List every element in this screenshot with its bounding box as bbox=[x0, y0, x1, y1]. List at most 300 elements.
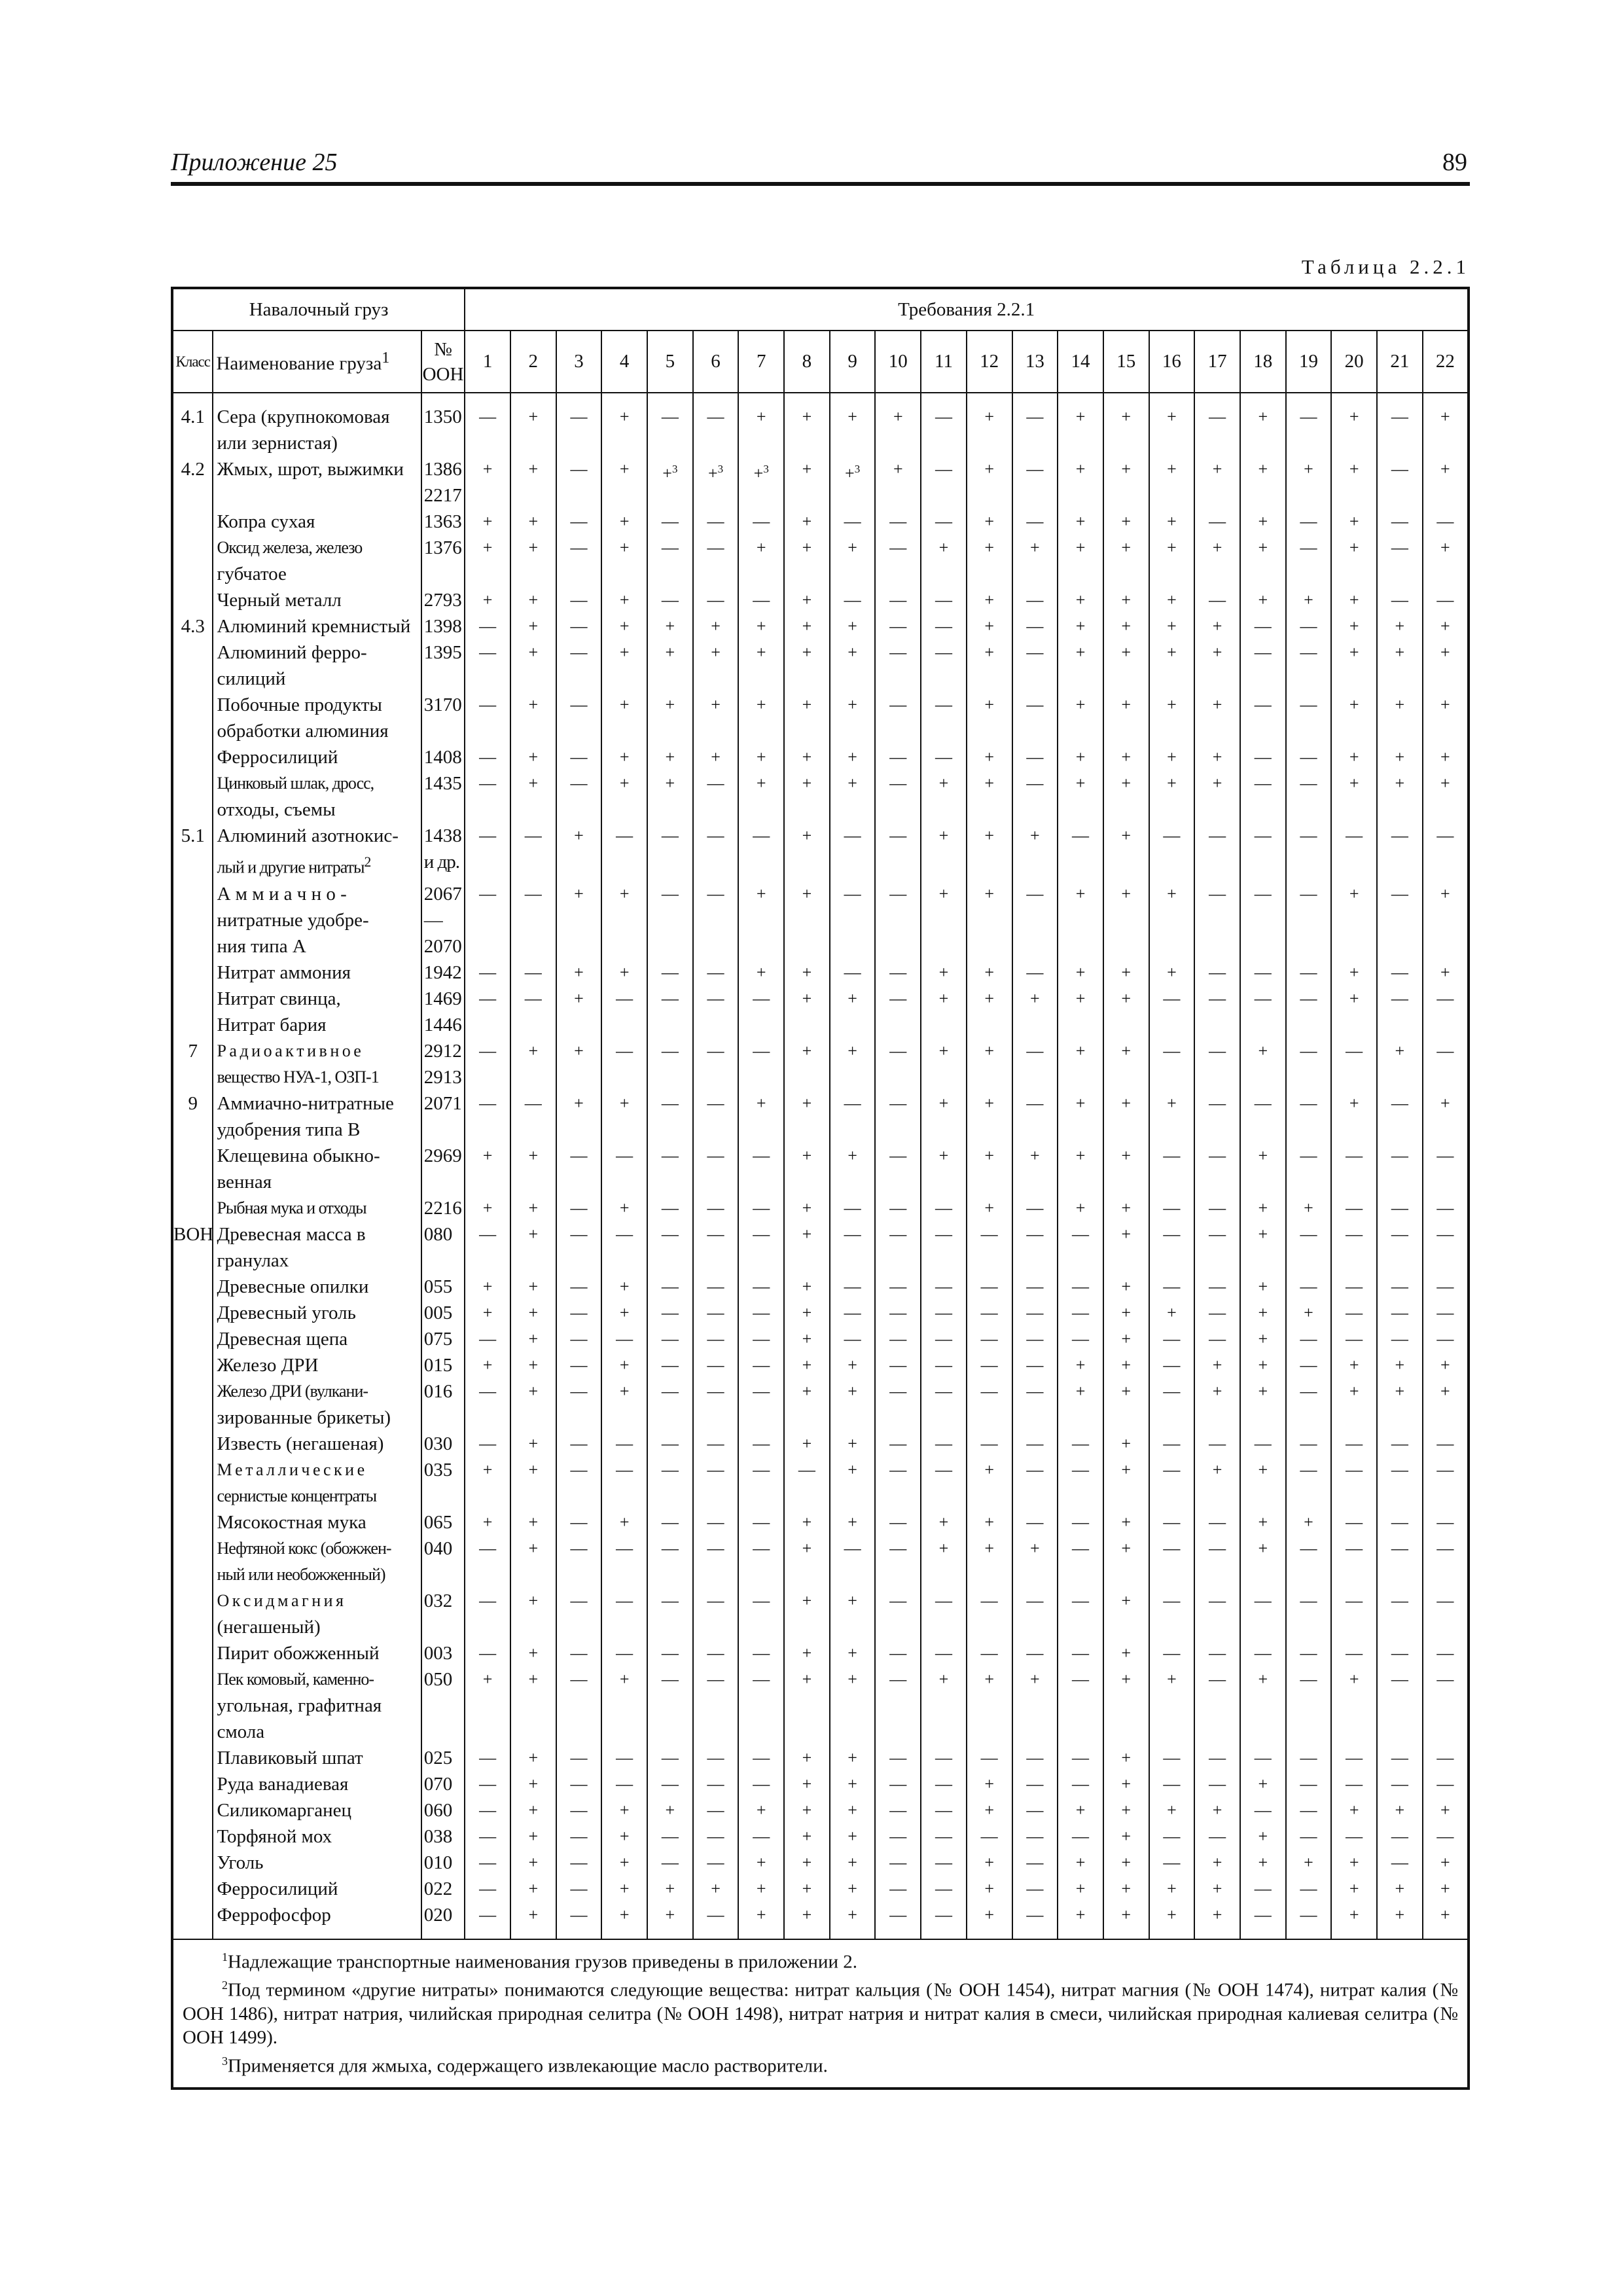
cell-req-13: — bbox=[1012, 1378, 1058, 1431]
cell-req-5: — bbox=[647, 1326, 693, 1352]
cell-req-13: — bbox=[1012, 1352, 1058, 1378]
cell-req-9: + bbox=[830, 1431, 876, 1457]
cell-req-18: + bbox=[1240, 587, 1286, 613]
cell-req-2: + bbox=[510, 1823, 556, 1850]
cell-req-22: + bbox=[1423, 692, 1469, 744]
cell-req-21: + bbox=[1377, 1902, 1423, 1939]
cargo-name-text: Плавиковый шпат bbox=[217, 1747, 363, 1768]
cell-req-17: — bbox=[1194, 1038, 1240, 1090]
cell-req-8: + bbox=[784, 1326, 830, 1352]
cell-req-9: — bbox=[830, 509, 876, 535]
cell-req-22: + bbox=[1423, 1902, 1469, 1939]
cell-req-8: + bbox=[784, 456, 830, 509]
cell-req-3: — bbox=[556, 1274, 602, 1300]
cell-req-7: — bbox=[738, 1221, 784, 1274]
cell-req-17: — bbox=[1194, 986, 1240, 1038]
cell-req-12: + bbox=[967, 587, 1012, 613]
cell-req-1: — bbox=[465, 1745, 510, 1771]
cell-req-13: — bbox=[1012, 1457, 1058, 1509]
cell-req-7: — bbox=[738, 1038, 784, 1090]
cell-req-11: — bbox=[921, 1431, 967, 1457]
cell-req-12: + bbox=[967, 744, 1012, 770]
cargo-name-text: лый и другие нитраты bbox=[217, 857, 365, 877]
cell-req-6: + bbox=[693, 613, 739, 639]
cell-req-19: — bbox=[1286, 1457, 1332, 1509]
cell-req-13: — bbox=[1012, 1326, 1058, 1352]
cell-req-21: + bbox=[1377, 744, 1423, 770]
cell-req-12: + bbox=[967, 1666, 1012, 1745]
cell-req-22: — bbox=[1423, 1823, 1469, 1850]
cell-req-10: — bbox=[875, 1326, 921, 1352]
cell-class: 9 bbox=[172, 1090, 213, 1143]
header-req-8: 8 bbox=[784, 331, 830, 393]
cell-req-9: + bbox=[830, 1823, 876, 1850]
cell-req-10: — bbox=[875, 692, 921, 744]
cell-req-6: — bbox=[693, 1509, 739, 1535]
cell-req-7: — bbox=[738, 1509, 784, 1535]
cargo-name-text: Сера (крупнокомовая bbox=[217, 406, 390, 427]
cell-req-16: — bbox=[1149, 986, 1195, 1038]
cell-req-14: + bbox=[1058, 509, 1103, 535]
cargo-name-text: Побочные продукты bbox=[217, 694, 382, 715]
cell-req-16: + bbox=[1149, 1876, 1195, 1902]
cell-req-21: — bbox=[1377, 1509, 1423, 1535]
cell-req-7: — bbox=[738, 1195, 784, 1221]
cell-req-1: — bbox=[465, 1221, 510, 1274]
un-number-line: 2071 bbox=[423, 1092, 462, 1114]
cell-req-20: + bbox=[1331, 1850, 1377, 1876]
cell-req-7: +$^3$ bbox=[738, 456, 784, 509]
cell-class bbox=[172, 1850, 213, 1876]
cell-un-number bbox=[421, 535, 465, 587]
cell-req-8: + bbox=[784, 1352, 830, 1378]
cell-req-19: + bbox=[1286, 456, 1332, 509]
cell-req-1: + bbox=[465, 1666, 510, 1745]
cell-req-14: + bbox=[1058, 639, 1103, 692]
cell-req-10: — bbox=[875, 1876, 921, 1902]
cell-req-3: — bbox=[556, 1902, 602, 1939]
cell-un-number bbox=[421, 1745, 465, 1771]
cell-req-17: — bbox=[1194, 823, 1240, 881]
cell-class bbox=[172, 1326, 213, 1352]
cell-req-14: + bbox=[1058, 1378, 1103, 1431]
cell-req-11: — bbox=[921, 1876, 967, 1902]
cell-cargo-name bbox=[213, 1143, 421, 1195]
cell-req-2: — bbox=[510, 881, 556, 960]
cargo-name-text: Алюминий кремнистый bbox=[217, 616, 411, 637]
cell-req-8: + bbox=[784, 1797, 830, 1823]
cell-req-11: — bbox=[921, 639, 967, 692]
un-number-line: 2969 bbox=[423, 1145, 462, 1166]
cell-req-11: — bbox=[921, 1300, 967, 1326]
cell-req-13: — bbox=[1012, 1902, 1058, 1939]
cell-req-11: + bbox=[921, 770, 967, 823]
cell-req-6: — bbox=[693, 1640, 739, 1666]
cell-req-4: + bbox=[601, 1274, 647, 1300]
cell-req-10: — bbox=[875, 1640, 921, 1666]
cell-req-13: — bbox=[1012, 1797, 1058, 1823]
cell-req-19: — bbox=[1286, 823, 1332, 881]
cell-req-22: — bbox=[1423, 1195, 1469, 1221]
cell-req-3: + bbox=[556, 881, 602, 960]
cargo-name-line bbox=[217, 1117, 418, 1143]
un-number-line: 1363 bbox=[423, 511, 462, 532]
cell-class bbox=[172, 1902, 213, 1939]
cell-req-21: — bbox=[1377, 509, 1423, 535]
cargo-name-text: Копра сухая bbox=[217, 511, 315, 532]
cell-req-8: + bbox=[784, 1535, 830, 1588]
cell-req-14: + bbox=[1058, 1876, 1103, 1902]
cell-req-21: — bbox=[1377, 1588, 1423, 1640]
cell-req-5: — bbox=[647, 1588, 693, 1640]
cell-req-22: + bbox=[1423, 1850, 1469, 1876]
footnote-mark: 2 bbox=[364, 854, 371, 870]
table-row bbox=[172, 1221, 1469, 1274]
cell-req-14: — bbox=[1058, 1666, 1103, 1745]
cell-req-12: + bbox=[967, 1457, 1012, 1509]
cargo-name-text: угольная, графитная bbox=[217, 1695, 382, 1716]
cell-req-12: + bbox=[967, 535, 1012, 587]
cell-class bbox=[172, 960, 213, 986]
header-req-21: 21 bbox=[1377, 331, 1423, 393]
table-row bbox=[172, 613, 1469, 639]
cell-req-15: + bbox=[1103, 823, 1149, 881]
cell-req-12: + bbox=[967, 393, 1012, 456]
cell-req-9: + bbox=[830, 1457, 876, 1509]
cell-req-19: — bbox=[1286, 535, 1332, 587]
cell-req-22: + bbox=[1423, 1090, 1469, 1143]
cell-req-19: + bbox=[1286, 1300, 1332, 1326]
cell-req-14: + bbox=[1058, 744, 1103, 770]
cargo-name-line bbox=[217, 823, 418, 849]
cell-req-12: — bbox=[967, 1823, 1012, 1850]
cell-req-14: + bbox=[1058, 1038, 1103, 1090]
cargo-name-text: Феррофосфор bbox=[217, 1904, 331, 1926]
cell-req-5: — bbox=[647, 587, 693, 613]
cell-req-21: — bbox=[1377, 1274, 1423, 1300]
header-req-4: 4 bbox=[601, 331, 647, 393]
cargo-name-line bbox=[217, 797, 418, 823]
cell-req-19: — bbox=[1286, 1640, 1332, 1666]
bulk-cargo-requirements-table bbox=[171, 287, 1470, 2090]
cell-req-2: — bbox=[510, 960, 556, 986]
cell-req-18: + bbox=[1240, 393, 1286, 456]
cargo-name-text: Уголь bbox=[217, 1852, 264, 1873]
footnote-number: 2 bbox=[222, 1979, 228, 1992]
cell-un-number bbox=[421, 509, 465, 535]
cell-req-7: — bbox=[738, 1640, 784, 1666]
cargo-name-text: Древесные опилки bbox=[217, 1276, 369, 1297]
cell-req-5: + bbox=[647, 692, 693, 744]
cell-req-22: — bbox=[1423, 1509, 1469, 1535]
cell-req-22: + bbox=[1423, 639, 1469, 692]
cargo-name-line bbox=[217, 1483, 418, 1509]
cell-req-3: — bbox=[556, 1143, 602, 1195]
cell-req-22: — bbox=[1423, 1640, 1469, 1666]
header-req-14: 14 bbox=[1058, 331, 1103, 393]
cell-req-17: + bbox=[1194, 1876, 1240, 1902]
cell-req-12: — bbox=[967, 1640, 1012, 1666]
un-number-line: 1350 bbox=[423, 406, 462, 427]
cell-req-10: — bbox=[875, 1509, 921, 1535]
cell-cargo-name bbox=[213, 1588, 421, 1640]
cell-req-18: — bbox=[1240, 1745, 1286, 1771]
cell-req-17: — bbox=[1194, 1509, 1240, 1535]
cell-req-19: — bbox=[1286, 1352, 1332, 1378]
cell-req-14: — bbox=[1058, 1640, 1103, 1666]
footnote-text: Надлежащие транспортные наименования грузов приведены в приложении 2. bbox=[228, 1951, 857, 1973]
cargo-name-text: Известь (негашеная) bbox=[217, 1433, 384, 1454]
cell-req-21: + bbox=[1377, 639, 1423, 692]
cell-req-1: — bbox=[465, 393, 510, 456]
cell-req-7: — bbox=[738, 1457, 784, 1509]
cargo-name-line bbox=[217, 1247, 418, 1274]
cell-req-10: — bbox=[875, 1143, 921, 1195]
cell-req-20: — bbox=[1331, 1771, 1377, 1797]
cell-req-18: — bbox=[1240, 986, 1286, 1038]
table-row bbox=[172, 1143, 1469, 1195]
cargo-name-line bbox=[217, 1378, 418, 1405]
cell-req-19: — bbox=[1286, 1143, 1332, 1195]
cell-req-7: — bbox=[738, 1300, 784, 1326]
cargo-name-text: Нитрат свинца, bbox=[217, 988, 341, 1009]
header-req-9: 9 bbox=[830, 331, 876, 393]
cell-req-21: — bbox=[1377, 1666, 1423, 1745]
cell-req-11: — bbox=[921, 1850, 967, 1876]
cell-req-4: + bbox=[601, 1902, 647, 1939]
cell-req-3: — bbox=[556, 535, 602, 587]
cell-req-15: + bbox=[1103, 1850, 1149, 1876]
cell-un-number bbox=[421, 823, 465, 881]
cell-req-3: — bbox=[556, 1771, 602, 1797]
cell-req-15: + bbox=[1103, 1771, 1149, 1797]
cell-req-9: + bbox=[830, 1666, 876, 1745]
cell-req-20: + bbox=[1331, 535, 1377, 587]
footnote bbox=[183, 1973, 1458, 2049]
cell-req-20: — bbox=[1331, 1509, 1377, 1535]
cell-req-22: — bbox=[1423, 1771, 1469, 1797]
cargo-name-line bbox=[217, 1509, 418, 1535]
cell-req-18: — bbox=[1240, 1640, 1286, 1666]
cell-req-20: — bbox=[1331, 1745, 1377, 1771]
footnote-mark: 3 bbox=[671, 463, 678, 475]
cell-req-15: + bbox=[1103, 692, 1149, 744]
cell-req-19: — bbox=[1286, 1745, 1332, 1771]
cell-req-6: — bbox=[693, 1850, 739, 1876]
cargo-name-line bbox=[217, 1457, 418, 1483]
cell-req-14: — bbox=[1058, 1326, 1103, 1352]
cell-req-6: — bbox=[693, 881, 739, 960]
cell-req-1: — bbox=[465, 1797, 510, 1823]
cell-un-number bbox=[421, 1588, 465, 1640]
cargo-name-line bbox=[217, 1431, 418, 1457]
cell-req-3: — bbox=[556, 1640, 602, 1666]
cell-req-10: — bbox=[875, 535, 921, 587]
cell-cargo-name bbox=[213, 986, 421, 1038]
cell-req-14: — bbox=[1058, 1221, 1103, 1274]
cell-req-11: — bbox=[921, 692, 967, 744]
cell-req-8: + bbox=[784, 393, 830, 456]
cell-req-10: — bbox=[875, 1378, 921, 1431]
cell-req-15: + bbox=[1103, 1535, 1149, 1588]
cell-req-3: — bbox=[556, 1221, 602, 1274]
cell-req-10: — bbox=[875, 1352, 921, 1378]
cell-un-number bbox=[421, 1876, 465, 1902]
cell-req-3: + bbox=[556, 1038, 602, 1090]
cell-req-1: — bbox=[465, 1771, 510, 1797]
cargo-name-line bbox=[217, 1562, 418, 1588]
cargo-name-line bbox=[217, 535, 418, 561]
cell-req-16: + bbox=[1149, 1797, 1195, 1823]
cell-req-15: + bbox=[1103, 535, 1149, 587]
cargo-name-line bbox=[217, 509, 418, 535]
cell-req-4: — bbox=[601, 1588, 647, 1640]
cell-req-2: + bbox=[510, 1509, 556, 1535]
cell-req-4: + bbox=[601, 1378, 647, 1431]
cell-req-20: — bbox=[1331, 1588, 1377, 1640]
cell-class bbox=[172, 881, 213, 960]
cell-req-2: — bbox=[510, 1090, 556, 1143]
cell-req-4: + bbox=[601, 1300, 647, 1326]
cargo-name-line bbox=[217, 933, 418, 960]
cell-req-8: + bbox=[784, 986, 830, 1038]
cell-req-17: — bbox=[1194, 1195, 1240, 1221]
cell-req-4: + bbox=[601, 1797, 647, 1823]
cell-req-22: + bbox=[1423, 456, 1469, 509]
cell-req-5: — bbox=[647, 509, 693, 535]
cell-req-16: — bbox=[1149, 1535, 1195, 1588]
cell-req-14: — bbox=[1058, 1274, 1103, 1300]
cell-req-2: + bbox=[510, 1771, 556, 1797]
cell-req-15: + bbox=[1103, 881, 1149, 960]
cell-req-4: — bbox=[601, 1221, 647, 1274]
cell-req-8: + bbox=[784, 1431, 830, 1457]
page-number: 89 bbox=[1442, 149, 1467, 176]
cell-req-11: + bbox=[921, 1666, 967, 1745]
cell-req-3: + bbox=[556, 823, 602, 881]
cell-req-22: — bbox=[1423, 509, 1469, 535]
table-row bbox=[172, 1535, 1469, 1588]
cell-req-12: + bbox=[967, 1195, 1012, 1221]
cell-req-20: — bbox=[1331, 1326, 1377, 1352]
cell-un-number bbox=[421, 1326, 465, 1352]
cell-req-8: + bbox=[784, 1745, 830, 1771]
cell-req-18: + bbox=[1240, 456, 1286, 509]
cell-req-17: — bbox=[1194, 393, 1240, 456]
cell-req-5: + bbox=[647, 744, 693, 770]
cell-req-17: — bbox=[1194, 1326, 1240, 1352]
cell-req-14: + bbox=[1058, 1850, 1103, 1876]
cell-req-22: + bbox=[1423, 1378, 1469, 1431]
cell-un-number bbox=[421, 1535, 465, 1588]
cell-req-7: + bbox=[738, 1876, 784, 1902]
cell-req-12: + bbox=[967, 692, 1012, 744]
cell-class bbox=[172, 1143, 213, 1195]
cell-req-1: + bbox=[465, 509, 510, 535]
cell-req-10: — bbox=[875, 986, 921, 1038]
cell-req-2: + bbox=[510, 1666, 556, 1745]
cell-req-6: — bbox=[693, 1195, 739, 1221]
cell-req-15: + bbox=[1103, 1378, 1149, 1431]
cell-req-3: — bbox=[556, 1352, 602, 1378]
table-row bbox=[172, 1640, 1469, 1666]
cell-un-number bbox=[421, 1850, 465, 1876]
cell-req-6: — bbox=[693, 535, 739, 587]
cell-req-19: — bbox=[1286, 1902, 1332, 1939]
cell-req-15: + bbox=[1103, 587, 1149, 613]
header-req-15: 15 bbox=[1103, 331, 1149, 393]
cell-req-1: + bbox=[465, 535, 510, 587]
cell-req-11: + bbox=[921, 823, 967, 881]
cell-req-5: — bbox=[647, 1535, 693, 1588]
cell-req-2: + bbox=[510, 1431, 556, 1457]
cell-req-3: — bbox=[556, 1431, 602, 1457]
cell-req-21: — bbox=[1377, 1090, 1423, 1143]
cell-req-22: + bbox=[1423, 744, 1469, 770]
cell-req-11: + bbox=[921, 1509, 967, 1535]
cargo-name-line bbox=[217, 1850, 418, 1876]
cell-req-8: + bbox=[784, 692, 830, 744]
cell-req-10: + bbox=[875, 456, 921, 509]
cell-req-5: — bbox=[647, 535, 693, 587]
cell-req-2: + bbox=[510, 1535, 556, 1588]
cell-req-4: + bbox=[601, 744, 647, 770]
cell-req-11: — bbox=[921, 1221, 967, 1274]
cell-req-13: + bbox=[1012, 1666, 1058, 1745]
cell-req-7: — bbox=[738, 1535, 784, 1588]
cell-class: 4.2 bbox=[172, 456, 213, 509]
cell-req-7: + bbox=[738, 692, 784, 744]
cell-req-20: + bbox=[1331, 1352, 1377, 1378]
cell-req-8: — bbox=[784, 1457, 830, 1509]
cell-req-8: + bbox=[784, 1850, 830, 1876]
cell-class: 4.3 bbox=[172, 613, 213, 639]
cell-req-2: + bbox=[510, 613, 556, 639]
cell-un-number bbox=[421, 1902, 465, 1939]
footnote-number: 3 bbox=[222, 2054, 228, 2068]
cell-req-3: — bbox=[556, 613, 602, 639]
cell-req-15: + bbox=[1103, 770, 1149, 823]
cell-req-1: + bbox=[465, 1509, 510, 1535]
cell-req-6: — bbox=[693, 1902, 739, 1939]
un-number-line: 1446 bbox=[423, 1014, 462, 1035]
cell-req-16: + bbox=[1149, 744, 1195, 770]
cell-un-number bbox=[421, 960, 465, 986]
cell-req-3: + bbox=[556, 1090, 602, 1143]
cell-cargo-name bbox=[213, 960, 421, 986]
cell-req-1: + bbox=[465, 587, 510, 613]
cargo-name-text: Черный металл bbox=[217, 590, 342, 611]
cell-req-7: + bbox=[738, 770, 784, 823]
cell-un-number bbox=[421, 1300, 465, 1326]
cell-req-8: + bbox=[784, 1588, 830, 1640]
cell-req-21: + bbox=[1377, 1038, 1423, 1090]
table-row bbox=[172, 1771, 1469, 1797]
header-req-10: 10 bbox=[875, 331, 921, 393]
cell-req-15: + bbox=[1103, 1274, 1149, 1300]
cargo-name-line bbox=[217, 1195, 418, 1221]
cell-req-2: + bbox=[510, 1300, 556, 1326]
cell-req-15: + bbox=[1103, 1902, 1149, 1939]
cell-req-15: + bbox=[1103, 613, 1149, 639]
cell-req-6: — bbox=[693, 1274, 739, 1300]
cell-req-3: — bbox=[556, 1195, 602, 1221]
cell-req-1: + bbox=[465, 1143, 510, 1195]
cell-req-10: — bbox=[875, 1823, 921, 1850]
cell-req-20: — bbox=[1331, 1221, 1377, 1274]
cell-req-9: + bbox=[830, 1509, 876, 1535]
cell-un-number bbox=[421, 1666, 465, 1745]
